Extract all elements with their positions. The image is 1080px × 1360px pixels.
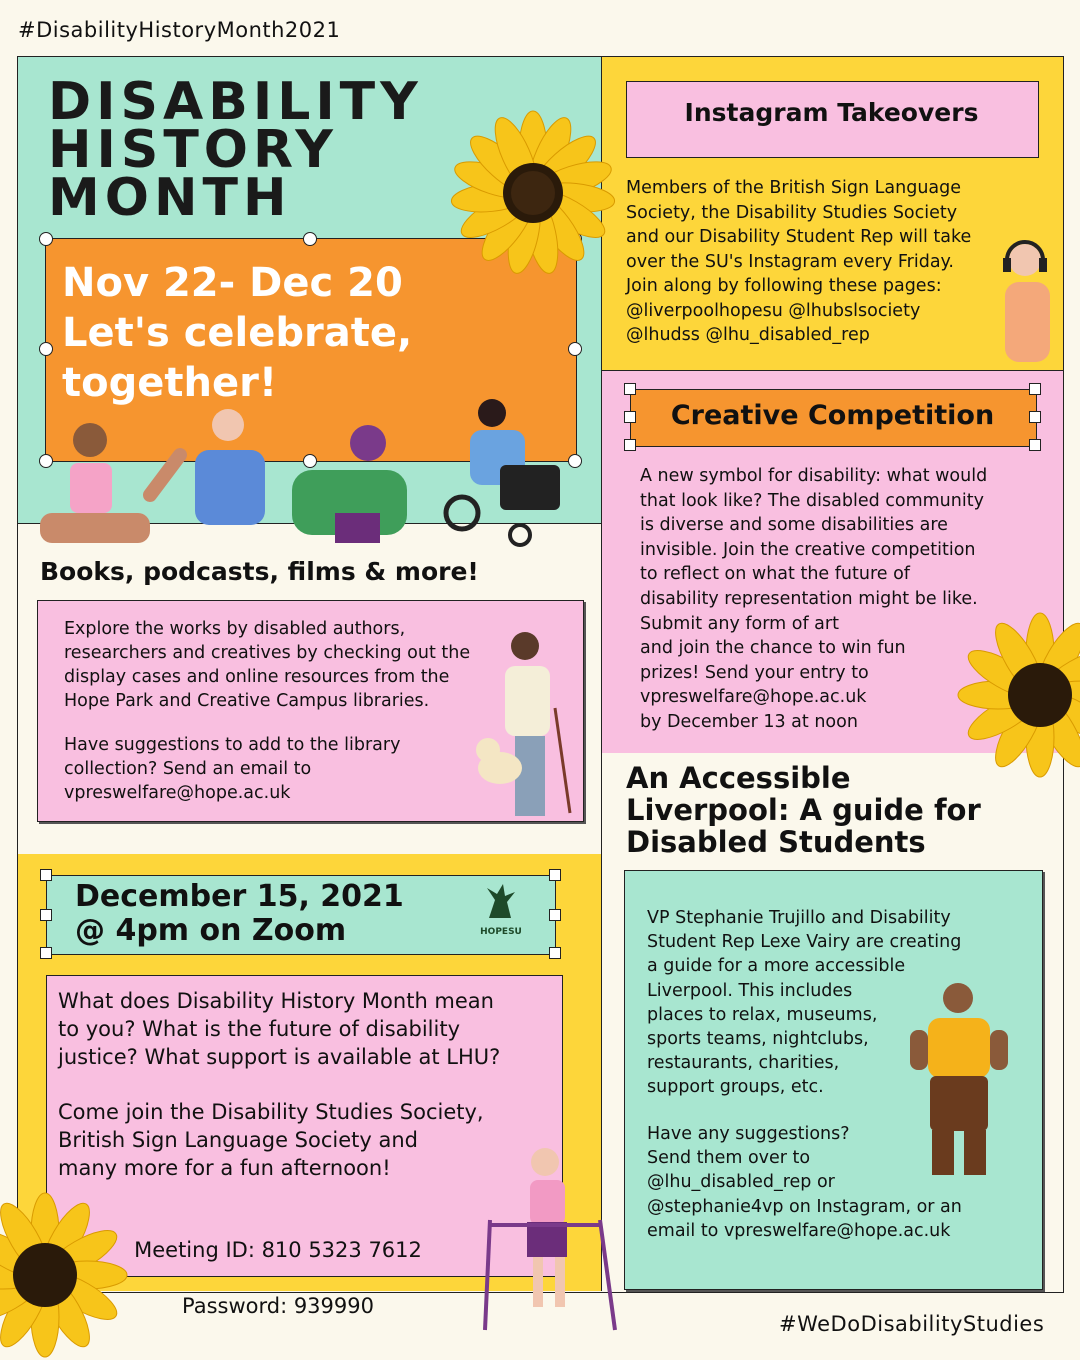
sunflower-illustration	[448, 108, 618, 278]
hero-tagline-2: together!	[62, 360, 278, 406]
instagram-heading: Instagram Takeovers	[684, 98, 979, 127]
books-para-2: Have suggestions to add to the library collection? Send an email to vpreswelfare@hope.ac.uk	[64, 735, 401, 803]
guide-heading-line-2: Liverpool: A guide for	[626, 793, 981, 827]
hopesu-logo	[466, 880, 536, 950]
title-line-1: DISABILITY	[48, 72, 423, 132]
guide-heading-line-3: Disabled Students	[626, 825, 926, 859]
sunflower-right-illustration	[955, 610, 1080, 780]
instagram-text: Members of the British Sign Language Society, the Disability Studies Society and our Disability Student Rep will take over the SU's Instagram every Friday. Join along by following these pages: @liverpoolhopesu @lhubslsociety @lhudss @lhu_disabled_rep	[626, 178, 972, 345]
title-line-2: HISTORY	[48, 120, 338, 180]
bottom-hashtag: #WeDoDisabilityStudies	[779, 1312, 1045, 1336]
sunflower-bottom-left-illustration	[0, 1190, 130, 1360]
hero-tagline-1: Let's celebrate,	[62, 310, 413, 356]
blind-person-with-dog-illustration	[460, 628, 575, 838]
hopesu-logo-text: HOPESU	[480, 927, 522, 937]
top-hashtag: #DisabilityHistoryMonth2021	[18, 18, 341, 42]
guide-heading	[626, 762, 981, 858]
competition-heading: Creative Competition	[670, 400, 995, 431]
books-heading: Books, podcasts, films & more!	[40, 557, 479, 586]
hero-text	[62, 258, 412, 408]
event-date-text	[75, 880, 404, 948]
guide-para-1: VP Stephanie Trujillo and Disability Student Rep Lexe Vairy are creating a guide for a more accessible Liverpool. This includes places to relax, museums, sports teams, nightclubs, restaurants, charities, support groups, etc.	[647, 908, 962, 1098]
competition-text: A new symbol for disability: what would that look like? The disabled community is diverse and some disabilities are invisible. Join the creative competition to reflect on what the future of disability representation might be like. Submit any form of art and join the chance to win fun prizes! Send your entry to vpreswelfare@hope.ac.uk by December 13 at noon	[640, 466, 988, 732]
meeting-password: Password: 939990	[181, 1294, 374, 1318]
title-line-3: MONTH	[48, 168, 292, 228]
walker-person-illustration	[475, 1140, 635, 1340]
books-para-1: Explore the works by disabled authors, researchers and creatives by checking out the display cases and online resources from the Hope Park and Creative Campus libraries.	[64, 619, 471, 711]
guide-para-2: Have any suggestions? Send them over to @lhu_disabled_rep or @stephanie4vp on Instagram, or an email to vpreswelfare@hope.ac.uk	[647, 1124, 962, 1241]
people-illustration	[30, 395, 595, 550]
liver-bird-icon	[481, 880, 521, 922]
guide-heading-line-1: An Accessible	[626, 761, 851, 795]
event-para-2: Come join the Disability Studies Society, British Sign Language Society and many more for a fun afternoon!	[58, 1100, 484, 1180]
event-date-line-2: @ 4pm on Zoom	[75, 913, 347, 948]
standing-man-illustration	[900, 980, 1020, 1180]
hero-dates: Nov 22- Dec 20	[62, 260, 403, 306]
hero-title	[48, 72, 423, 228]
person-with-headphones-illustration	[985, 238, 1065, 366]
meeting-id: Meeting ID: 810 5323 7612	[134, 1238, 422, 1262]
event-date-line-1: December 15, 2021	[75, 879, 404, 914]
event-para-1: What does Disability History Month mean to you? What is the future of disability justice? What support is available at LHU?	[58, 989, 501, 1069]
